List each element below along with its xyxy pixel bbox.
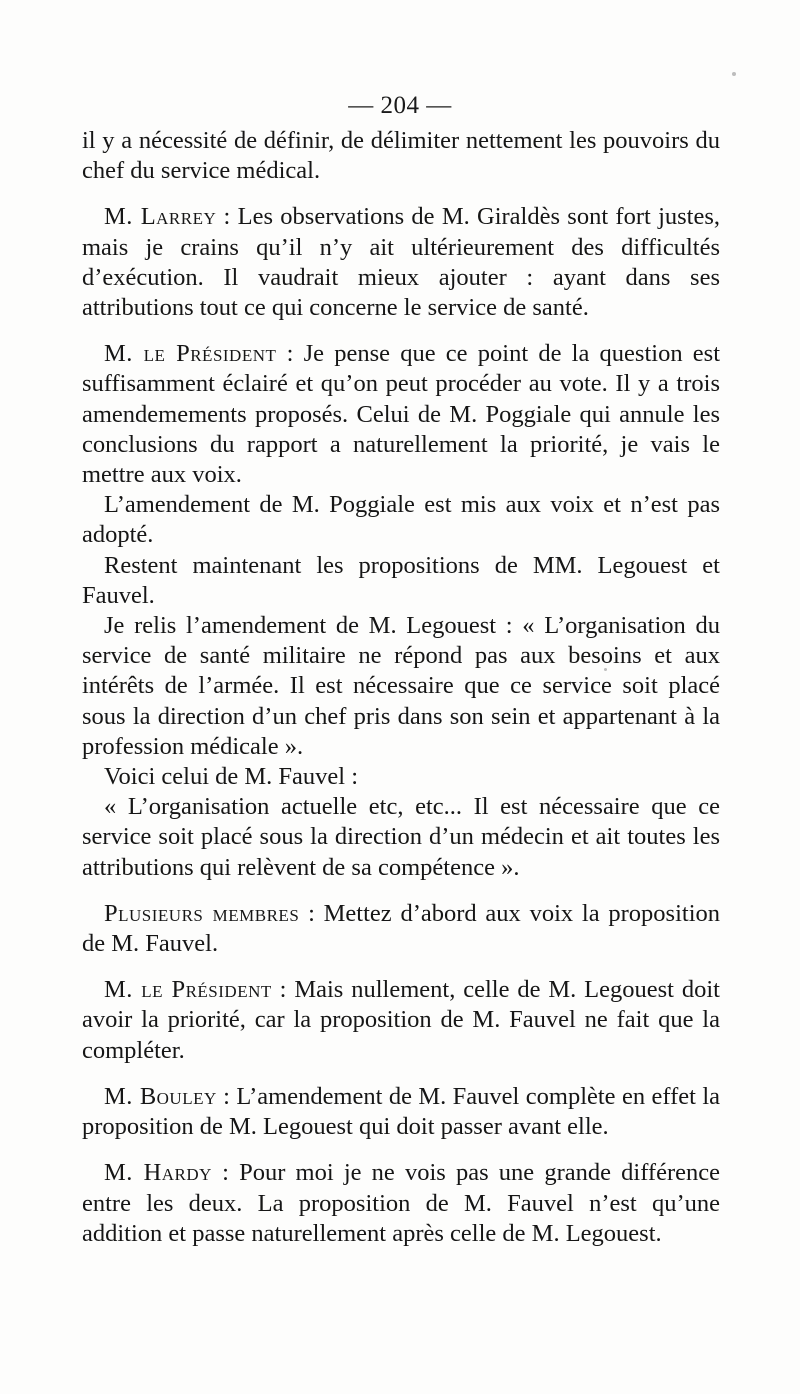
paragraph-text: Voici celui de M. Fauvel : [104, 763, 359, 791]
speaker-name: M. Hardy [104, 1159, 212, 1187]
paragraph-text: : L’amendement de M. Fauvel complète en effet la proposition de M. Legouest qui doit passer avant elle. [82, 1082, 721, 1141]
paragraph [82, 899, 720, 959]
paragraph [82, 611, 720, 762]
paragraph-text: : Les observations de M. Giraldès sont fort justes, mais je crains qu’il n’y ait ultérieurement des difficultés d’exécution. Il vaudrait mieux ajouter : ayant dans ses attributions tout ce qui concerne le service de santé. [82, 203, 720, 322]
paragraph [82, 762, 720, 792]
speaker-name: M. Bouley [104, 1082, 217, 1110]
page-number: — 204 — [348, 92, 452, 119]
paragraph-text: L’amendement de M. Poggiale est mis aux voix et n’est pas adopté. [82, 491, 720, 549]
paragraph [82, 339, 720, 490]
paragraph [82, 490, 720, 550]
paragraph-text: : Pour moi je ne vois pas une grande différence entre les deux. La proposition de M. Fauvel n’est qu’une addition et passe naturellement après celle de M. Legouest. [82, 1159, 720, 1247]
paragraph [82, 126, 720, 186]
paragraph [82, 975, 720, 1066]
paragraph-text: : Mais nullement, celle de M. Legouest doit avoir la priorité, car la proposition de M. Fauvel ne fait que la compléter. [82, 976, 720, 1064]
paragraph [82, 1082, 720, 1142]
paragraph [82, 202, 720, 323]
page-text [82, 126, 720, 1249]
paragraph [82, 1158, 720, 1249]
paragraph-text: « L’organisation actuelle etc, etc... Il est nécessaire que ce service soit placé sous la direction d’un médecin et ait toutes les attributions qui relèvent de sa compétence ». [82, 793, 720, 881]
speaker-name: M. Larrey [104, 203, 217, 231]
paragraph-text: : Je pense que ce point de la question est suffisamment éclairé et qu’on peut procéder au vote. Il y a trois amendemements proposés. Celui de M. Poggiale qui annule les conclusions du rapport a naturellement la priorité, je vais le mettre aux voix. [82, 340, 721, 489]
speaker-name: M. le Président [104, 976, 272, 1004]
paragraph-text: Je relis l’amendement de M. Legouest : « L’organisation du service de santé militaire ne répond pas aux besoins et aux intérêts de l’armée. Il est nécessaire que ce service soit placé sous la direction d’un chef pris dans son sein et appartenant à la profession médicale ». [82, 612, 720, 760]
paragraph-text: : Mettez d’abord aux voix la proposition de M. Fauvel. [82, 899, 720, 958]
paragraph [82, 551, 720, 611]
speaker-name: Plusieurs membres [104, 899, 300, 927]
speck-mark [732, 72, 736, 76]
paragraph-text: Restent maintenant les propositions de MM. Legouest et Fauvel. [82, 551, 720, 609]
paragraph-text: il y a nécessité de définir, de délimiter nettement les pouvoirs du chef du service médical. [82, 127, 720, 185]
paragraph [82, 792, 720, 883]
speaker-name: M. le Président [104, 340, 277, 368]
